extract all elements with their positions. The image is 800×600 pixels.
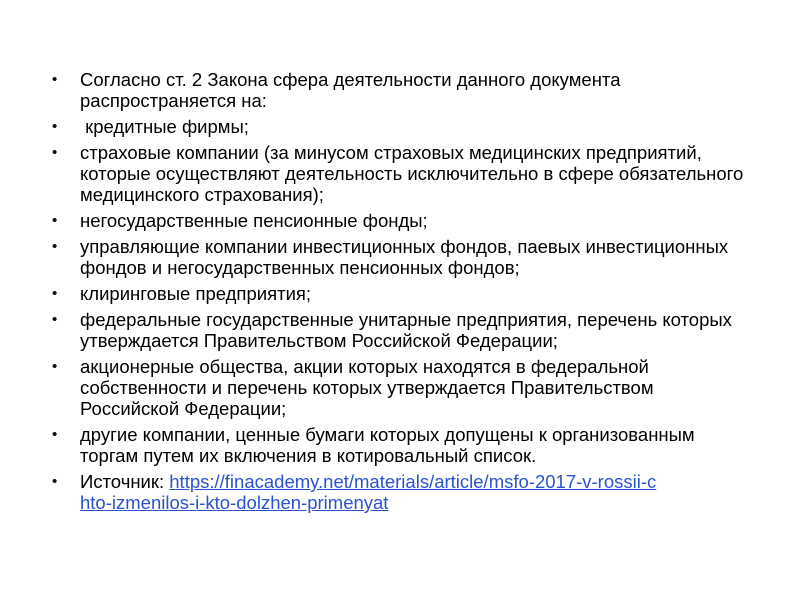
bullet-icon: •	[52, 473, 58, 490]
list-item-text: акционерные общества, акции которых находятся в федеральной собственности и перечень которых утверждается Правительством Российской Федерации;	[80, 356, 654, 419]
bullet-icon: •	[52, 285, 58, 302]
bullet-icon: •	[52, 358, 58, 375]
list-item-scope-intro	[48, 69, 748, 111]
list-item-unitary-enterprises	[48, 309, 748, 351]
list-item-joint-stock	[48, 356, 748, 419]
list-item-text: Согласно ст. 2 Закона сфера деятельности данного документа распространяется на:	[80, 69, 621, 111]
list-item-other-companies	[48, 424, 748, 466]
bullet-icon: •	[52, 311, 58, 328]
list-item-text: федеральные государственные унитарные предприятия, перечень которых утверждается Правительством Российской Федерации;	[80, 309, 732, 351]
list-item-text: управляющие компании инвестиционных фондов, паевых инвестиционных фондов и негосударственных пенсионных фондов;	[80, 236, 729, 278]
list-item-management-companies	[48, 236, 748, 278]
list-item-text: кредитные фирмы;	[80, 116, 249, 137]
list-item-text: клиринговые предприятия;	[80, 283, 312, 304]
list-item-credit-firms	[48, 116, 748, 137]
list-item-text: страховые компании (за минусом страховых медицинских предприятий, которые осуществляют деятельность исключительно в сфере обязательного медицинского страхования);	[80, 142, 744, 205]
bullet-icon: •	[52, 212, 58, 229]
bullet-list	[48, 69, 748, 518]
list-item-pension-funds	[48, 210, 748, 231]
source-label: Источник:	[80, 471, 170, 492]
bullet-icon: •	[52, 118, 58, 135]
source-url-line2: hto-izmenilos-i-kto-dolzhen-primenyat	[80, 492, 389, 513]
bullet-icon: •	[52, 238, 58, 255]
source-url-line1: https://finacademy.net/materials/article/msfo-2017-v-rossii-c	[169, 471, 657, 492]
bullet-icon: •	[52, 426, 58, 443]
list-item-clearing	[48, 283, 748, 304]
list-item-text: негосударственные пенсионные фонды;	[80, 210, 428, 231]
list-item-insurance	[48, 142, 748, 205]
list-item-text: другие компании, ценные бумаги которых допущены к организованным торгам путем их включения в котировальный список.	[80, 424, 695, 466]
bullet-icon: •	[52, 71, 58, 88]
list-item-source	[48, 471, 748, 513]
bullet-icon: •	[52, 144, 58, 161]
